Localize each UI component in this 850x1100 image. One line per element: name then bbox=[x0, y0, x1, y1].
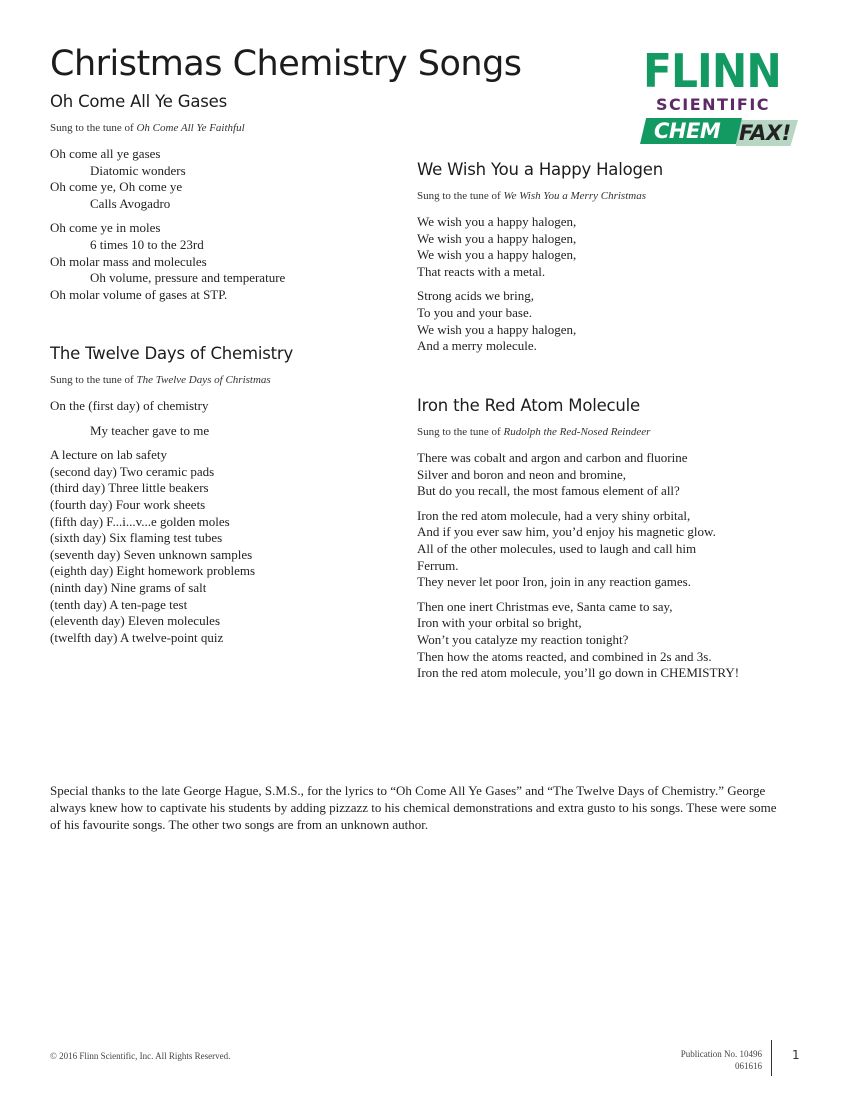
flinn-scientific-logo bbox=[640, 44, 800, 152]
lyric-line: (ninth day) Nine grams of salt bbox=[50, 579, 207, 595]
footer-divider bbox=[771, 1040, 772, 1076]
lyric-line: On the (first day) of chemistry bbox=[50, 398, 209, 413]
lyric-line: Then one inert Christmas eve, Santa came to say, bbox=[417, 598, 673, 614]
lyric-line: (second day) Two ceramic pads bbox=[50, 463, 215, 479]
lyric-line: My teacher gave to me bbox=[90, 422, 210, 438]
song-lyrics-twelve-days-of-chemistry bbox=[50, 398, 255, 646]
acknowledgement-paragraph: Special thanks to the late George Hague, S.M.S., for the lyrics to “Oh Come All Ye Gases” and “The Twelve Days of Chemistry.” George always knew how to captivate his students by adding pizzazz to his chemical demonstrations and extra gusto to his songs. These were some of his favourite songs. The other two songs are from an unknown author. bbox=[50, 783, 777, 832]
lyric-line: (tenth day) A ten-page test bbox=[50, 596, 188, 612]
lyric-line: Ferrum. bbox=[417, 557, 459, 573]
lyric-line: Then how the atoms reacted, and combined in 2s and 3s. bbox=[417, 648, 712, 664]
lyric-line: All of the other molecules, used to laugh and call him bbox=[417, 540, 697, 556]
lyric-line: To you and your base. bbox=[417, 304, 532, 320]
lyric-line: There was cobalt and argon and carbon and fluorine bbox=[417, 450, 688, 465]
lyric-line: Silver and boron and neon and bromine, bbox=[417, 466, 627, 482]
lyric-line: 6 times 10 to the 23rd bbox=[90, 236, 204, 252]
page-number: 1 bbox=[792, 1048, 800, 1062]
song-lyrics-iron-red-atom-molecule bbox=[417, 450, 739, 682]
logo-scientific-text: SCIENTIFIC bbox=[656, 95, 771, 114]
song-lyrics-happy-halogen bbox=[417, 214, 576, 355]
song-tune bbox=[50, 122, 245, 134]
logo-fax-text: FAX! bbox=[739, 121, 791, 145]
lyric-line: A lecture on lab safety bbox=[50, 447, 167, 463]
lyric-line: (seventh day) Seven unknown samples bbox=[50, 546, 253, 562]
lyric-line: (fourth day) Four work sheets bbox=[50, 496, 206, 512]
song-tune bbox=[50, 374, 271, 386]
lyric-line: Oh molar volume of gases at STP. bbox=[50, 286, 228, 302]
tune-name: We Wish You a Merry Christmas bbox=[503, 190, 646, 202]
lyric-line: And a merry molecule. bbox=[417, 338, 537, 354]
lyric-line: Oh come all ye gases bbox=[50, 146, 161, 161]
lyric-line: Iron with your orbital so bright, bbox=[417, 615, 582, 631]
lyric-line: Diatomic wonders bbox=[90, 162, 186, 178]
tune-prefix: Sung to the tune of bbox=[417, 426, 504, 438]
song-tune bbox=[417, 190, 646, 202]
publication-code: 061616 bbox=[735, 1061, 762, 1071]
logo-flinn-text: FLINN bbox=[643, 44, 781, 98]
lyric-line: And if you ever saw him, you’d enjoy his magnetic glow. bbox=[417, 524, 716, 540]
page-title: Christmas Chemistry Songs bbox=[50, 44, 522, 84]
tune-prefix: Sung to the tune of bbox=[50, 122, 137, 134]
lyric-line: Calls Avogadro bbox=[90, 195, 171, 211]
lyric-line: That reacts with a metal. bbox=[417, 263, 546, 279]
lyric-line: (third day) Three little beakers bbox=[50, 480, 209, 496]
lyric-line: Strong acids we bring, bbox=[417, 288, 534, 304]
lyric-line: (eighth day) Eight homework problems bbox=[50, 563, 256, 579]
song-title-iron-red-atom-molecule: Iron the Red Atom Molecule bbox=[417, 396, 641, 415]
tune-prefix: Sung to the tune of bbox=[50, 374, 137, 386]
lyric-line: (fifth day) F...i...v...e golden moles bbox=[50, 513, 230, 529]
tune-name: Oh Come All Ye Faithful bbox=[136, 122, 245, 134]
song-tune bbox=[417, 426, 650, 438]
lyric-line: Won’t you catalyze my reaction tonight? bbox=[417, 631, 629, 647]
lyric-line: But do you recall, the most famous element of all? bbox=[417, 483, 680, 499]
lyric-line: (sixth day) Six flaming test tubes bbox=[50, 530, 223, 546]
song-title-twelve-days-of-chemistry: The Twelve Days of Chemistry bbox=[50, 344, 294, 363]
copyright-notice: © 2016 Flinn Scientific, Inc. All Rights Reserved. bbox=[50, 1051, 231, 1061]
song-lyrics-oh-come-all-ye-gases bbox=[50, 146, 285, 303]
tune-prefix: Sung to the tune of bbox=[417, 190, 504, 202]
lyric-line: We wish you a happy halogen, bbox=[417, 230, 577, 246]
song-title-happy-halogen: We Wish You a Happy Halogen bbox=[417, 160, 663, 179]
publication-info bbox=[681, 1048, 762, 1072]
lyric-line: We wish you a happy halogen, bbox=[417, 321, 577, 337]
tune-name: Rudolph the Red-Nosed Reindeer bbox=[503, 426, 651, 438]
lyric-line: Oh come ye, Oh come ye bbox=[50, 179, 183, 195]
lyric-line: We wish you a happy halogen, bbox=[417, 247, 577, 263]
publication-number: Publication No. 10496 bbox=[680, 1049, 762, 1059]
lyric-line: (twelfth day) A twelve-point quiz bbox=[50, 629, 224, 645]
lyric-line: Oh volume, pressure and temperature bbox=[90, 270, 286, 286]
lyric-line: We wish you a happy halogen, bbox=[417, 214, 577, 229]
lyric-line: Iron the red atom molecule, you’ll go down in CHEMISTRY! bbox=[417, 665, 740, 681]
logo-chem-text: CHEM bbox=[654, 119, 721, 143]
lyric-line: (eleventh day) Eleven molecules bbox=[50, 613, 221, 629]
lyric-line: They never let poor Iron, join in any reaction games. bbox=[417, 574, 691, 590]
tune-name: The Twelve Days of Christmas bbox=[136, 374, 271, 386]
lyric-line: Iron the red atom molecule, had a very shiny orbital, bbox=[417, 507, 691, 523]
song-title-oh-come-all-ye-gases: Oh Come All Ye Gases bbox=[50, 92, 228, 111]
lyric-line: Oh molar mass and molecules bbox=[50, 253, 207, 269]
lyric-line: Oh come ye in moles bbox=[50, 220, 161, 236]
